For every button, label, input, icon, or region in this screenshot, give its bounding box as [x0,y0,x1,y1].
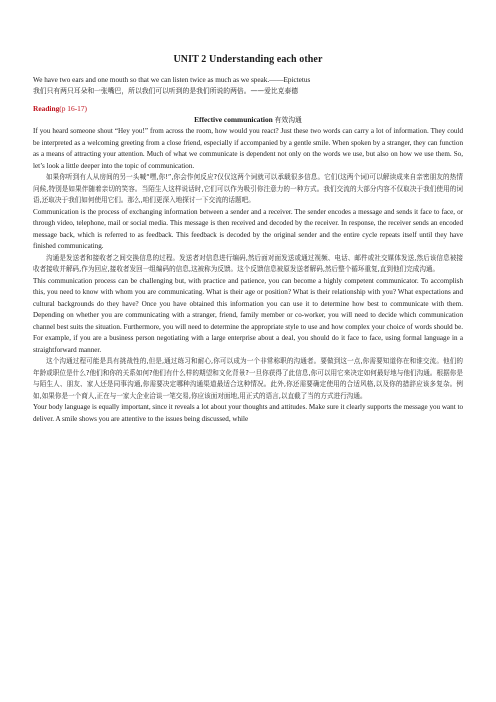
quote-chinese: 我们只有两只耳朵和一张嘴巴，所以我们可以听到的是我们所说的两倍。——爱比克泰德 [33,87,299,95]
reading-label: Reading [33,104,60,113]
article-title [33,114,463,126]
paragraph-zh-1: 如果你听到有人从房间的另一头喊“嘿,你!”,你会作何反应?仅仅这两个词就可以承载很多信息。它们(这两个词)可以解读成来自亲密朋友的热情问候,特别是如果伴随着亲切的笑容。当陌生人这样说话时,它们可以作为吸引你注意力的一种方式。我们交流的大部分内容不仅取决于我们使用的词语,还取决于我们如何使用它们。那么,咱们更深入地探讨一下交流的话题吧。 [33,173,463,204]
document-body [33,75,463,425]
unit-title: UNIT 2 Understanding each other [173,54,323,65]
paragraph-en-3: This communication process can be challenging but, with practice and patience, you can become a highly competent communicator. To accomplish this, you need to know with whom you are communicating. What is their age or position? What is their relationship with you? What expectations and cultural backgrounds do they have? Once you have obtained this information you can use it to determine how best to communicate with them. Depending on whether you are communicating with a stranger, friend, family member or co-worker, you will need to decide which communication channel best suits the situation. Furthermore, you will need to determine the appropriate style to use and how complex your choice of words should be. For example, if you are a business person negotiating with a large enterprise about a deal, you should do it face to face, using formal language in a straightforward manner. [33,276,463,354]
paragraph-zh-2: 沟通是发送者和接收者之间交换信息的过程。发送者对信息进行编码,然后面对面发送或通过视频、电话、邮件或社交媒体发送,然后该信息被接收者接收并解码,作为回应,接收者发回一组编码的信息,这被称为反馈。这个反馈信息被原发送者解码,然后整个循环重复,直到他们完成沟通。 [33,253,463,273]
paragraph-en-1: If you heard someone shout “Hey you!” from across the room, how would you react? Just these two words can carry a lot of information. They could be interpreted as a welcoming greeting from a close friend, especially if accompanied by a gentle smile. When spoken by a stranger, they can function as a means of attracting your attention. Much of what we communicate is dependent not only on the words we use, but also on how we use them. So, let’s look a little deeper into the topic of communication. [33,127,463,170]
reading-pages: (p 16-17) [59,104,88,113]
paragraph-zh-3: 这个沟通过程可能是具有挑战性的,但是,通过练习和耐心,你可以成为一个非常称职的沟通者。要做到这一点,你需要知道你在和谁交流。他们的年龄或职位是什么?他们和你的关系如何?他们有什么样的期望和文化背景?一旦你获得了此信息,你可以用它来决定如何最好地与他们沟通。根据你是与陌生人、朋友、家人还是同事沟通,你需要决定哪种沟通渠道最适合这种情况。此外,你还需要确定使用的合适风格,以及你的措辞应该多复杂。例如,如果你是一个商人,正在与一家大企业洽谈一笔交易,你应该面对面地,用正式的语言,以直截了当的方式进行沟通。 [33,357,463,400]
quote-english: We have two ears and one mouth so that we can listen twice as much as we speak.——Epictetus [33,76,311,84]
paragraph-en-4: Your body language is equally important, since it reveals a lot about your thoughts and attitudes. Make sure it clearly supports the message you want to deliver. A smile shows you are attentive to the issues being discussed, while [33,403,463,423]
paragraph-en-2: Communication is the process of exchanging information between a sender and a receiver. The sender encodes a message and sends it face to face, or through video, telephone, mail or social media. This message is then received and decoded by the receiver. In response, the receiver sends an encoded message back, which is referred to as feedback. This feedback is decoded by the original sender and the entire cycle repeats itself until they have finished communicating. [33,207,463,250]
article-title-zh: 有效沟通 [274,116,302,124]
article-title-en: Effective communication [194,115,273,124]
reading-heading [33,103,463,114]
